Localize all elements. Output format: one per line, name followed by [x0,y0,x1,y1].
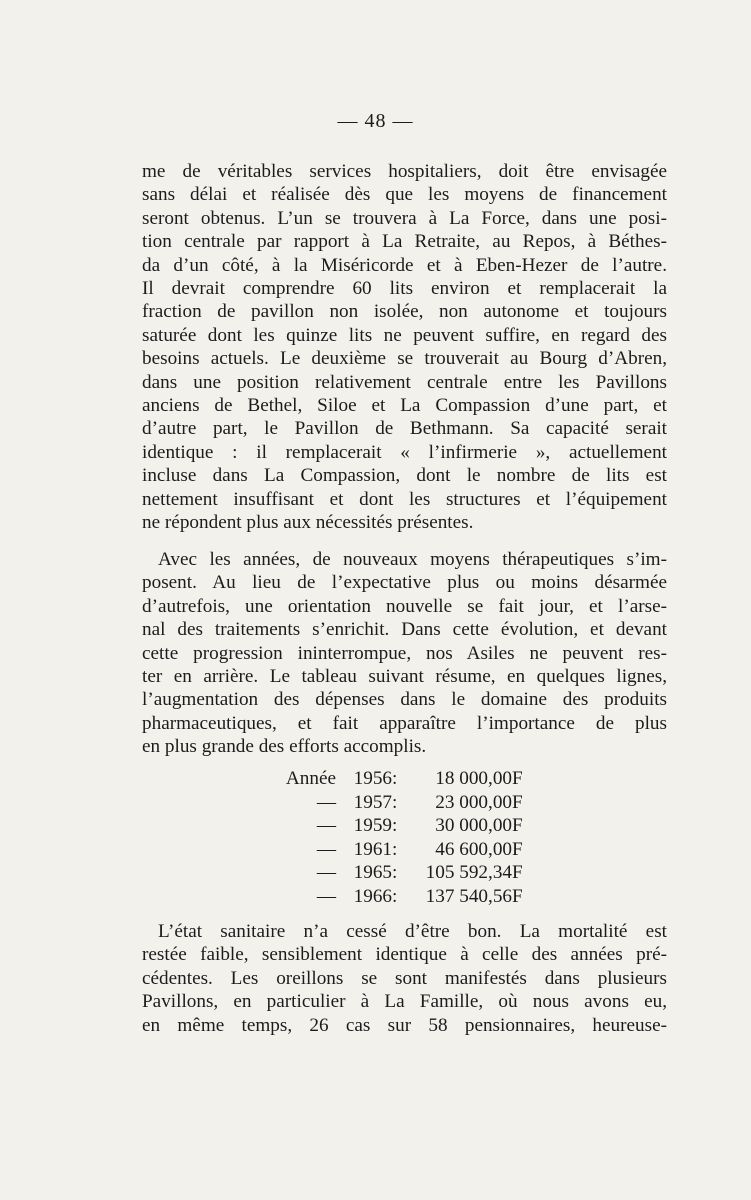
row-year: 1956 [353,768,392,789]
text-line: me de véritables services hospitaliers, doit être envisagée [142,161,667,182]
row-currency: F [512,838,523,860]
text-line: saturée dont les quinze lits ne peuvent suffire, en regard des [142,324,667,346]
text-line: ne répondent plus aux nécessités présentes. [142,512,474,534]
text-line: seront obtenus. L’un se trouvera à La Force, dans une posi- [142,207,667,229]
row-amount: 105 592,34 [425,862,512,883]
text-line: da d’un côté, à la Miséricorde et à Eben-Hezer de l’autre. [142,254,667,276]
row-label: — [316,885,336,907]
row-amount: 46 600,00 [435,838,512,860]
row-label: — [316,838,336,860]
row-currency: F [512,791,523,813]
row-amount: 137 540,56 [425,885,512,907]
row-currency: F [512,862,523,883]
paragraph-therapeutic-means [142,548,667,759]
text-line: cédentes. Les oreillons se sont manifestés dans plusieurs [142,967,667,989]
expense-row [268,885,532,909]
row-separator: : [392,862,398,883]
text-line: sans délai et réalisée dès que les moyens de financement [142,184,667,206]
row-label: — [316,862,336,883]
row-currency: F [512,768,523,789]
expense-row [268,767,532,791]
text-line: cette progression ininterrompue, nos Asiles ne peuvent res- [142,642,667,664]
paragraph-hospital-plans [142,160,667,535]
row-year: 1957 [353,791,392,813]
paragraph-health-status [142,920,667,1037]
text-line: posent. Au lieu de l’expectative plus ou moins désarmée [142,572,667,594]
page-number: — 48 — [337,110,414,132]
row-separator: : [392,838,398,860]
expense-row [268,791,532,815]
text-line: L’état sanitaire n’a cessé d’être bon. La mortalité est [158,921,667,942]
text-line: restée faible, sensiblement identique à celle des années pré- [142,944,667,966]
text-line: Il devrait comprendre 60 lits environ et remplacerait la [142,278,667,300]
row-year: 1961 [353,838,392,860]
row-separator: : [392,791,398,813]
text-line: en même temps, 26 cas sur 58 pensionnaires, heureuse- [142,1014,667,1036]
row-year: 1966 [353,885,392,907]
text-line: fraction de pavillon non isolée, non autonome et toujours [142,301,667,323]
row-currency: F [512,885,523,907]
row-currency: F [512,815,523,836]
row-amount: 18 000,00 [435,768,512,789]
row-label: Année [285,768,336,789]
text-line: incluse dans La Compassion, dont le nombre de lits est [142,465,667,487]
text-line: tion centrale par rapport à La Retraite, au Repos, à Béthes- [142,231,667,253]
row-amount: 30 000,00 [435,815,512,836]
expense-row [268,814,532,838]
text-line: Avec les années, de nouveaux moyens thérapeutiques s’im- [158,549,667,570]
text-line: en plus grande des efforts accomplis. [142,736,427,758]
text-line: ter en arrière. Le tableau suivant résume, en quelques lignes, [142,666,667,688]
text-line: anciens de Bethel, Siloe et La Compassion d’une part, et [142,395,667,417]
row-separator: : [392,815,398,836]
row-year: 1959 [353,815,392,836]
text-line: l’augmentation des dépenses dans le domaine des produits [142,689,667,711]
text-line: d’autre part, le Pavillon de Bethmann. Sa capacité serait [142,418,667,440]
row-label: — [316,815,336,836]
text-line: nettement insuffisant et dont les structures et l’équipement [142,488,667,510]
text-line: Pavillons, en particulier à La Famille, où nous avons eu, [142,991,667,1013]
expense-row [268,861,532,885]
text-line: pharmaceutiques, et fait apparaître l’importance de plus [142,712,667,734]
text-line: dans une position relativement centrale entre les Pavillons [142,371,667,393]
text-line: nal des traitements s’enrichit. Dans cette évolution, et devant [142,619,667,641]
row-amount: 23 000,00 [435,791,512,813]
row-separator: : [392,885,398,907]
expense-row [268,838,532,862]
pharmaceutical-expense-table [268,767,532,908]
text-line: identique : il remplacerait « l’infirmerie », actuellement [142,441,667,463]
row-label: — [316,791,336,813]
row-separator: : [392,768,398,789]
text-line: d’autrefois, une orientation nouvelle se fait jour, et l’arse- [142,595,667,617]
text-line: besoins actuels. Le deuxième se trouverait au Bourg d’Abren, [142,348,667,370]
row-year: 1965 [353,862,392,883]
